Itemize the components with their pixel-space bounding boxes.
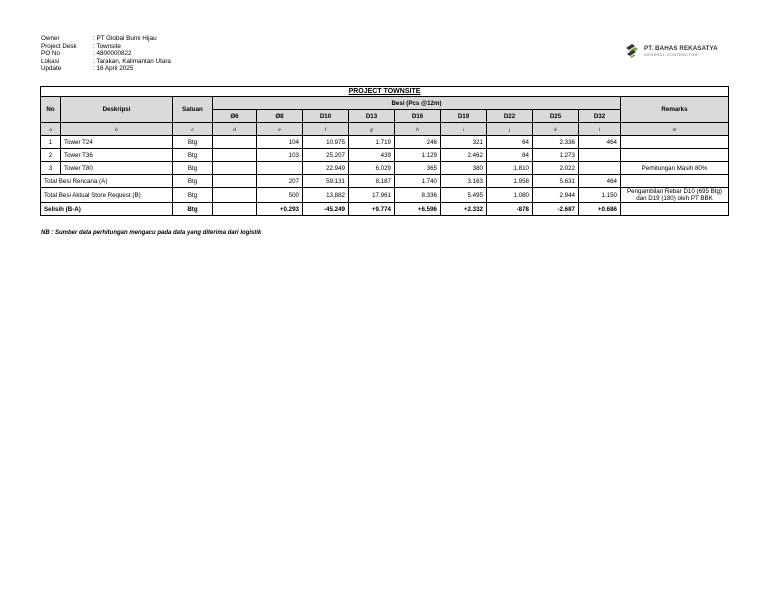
table-title: PROJECT TOWNSITE bbox=[41, 87, 729, 97]
cell-d32: +0.686 bbox=[579, 203, 621, 216]
total-plan-row bbox=[41, 175, 729, 188]
cell-d19: 321 bbox=[441, 136, 487, 149]
row-unit: Btg bbox=[173, 149, 213, 162]
column-letter: c bbox=[173, 123, 213, 136]
total-plan-label: Total Besi Rencana (A) bbox=[41, 175, 173, 188]
column-letter: i bbox=[441, 123, 487, 136]
table-row bbox=[41, 162, 729, 175]
cell-d19: 5.495 bbox=[441, 188, 487, 203]
header-deskripsi: Deskripsi bbox=[61, 97, 173, 123]
cell-d32: 464 bbox=[579, 175, 621, 188]
company-name: PT. BAHAS REKASATYA bbox=[644, 45, 718, 52]
cell-d13: 1.719 bbox=[349, 136, 395, 149]
row-no: 2 bbox=[41, 149, 61, 162]
cell-o8 bbox=[257, 162, 303, 175]
header-col-d19: D19 bbox=[441, 110, 487, 123]
row-unit: Btg bbox=[173, 188, 213, 203]
cell-d32: 1.150 bbox=[579, 188, 621, 203]
row-remark bbox=[621, 136, 729, 149]
total-actual-label: Total Besi Aktual Store Request (B) bbox=[41, 188, 173, 203]
cell-o8: +0.293 bbox=[257, 203, 303, 216]
cell-d19: 380 bbox=[441, 162, 487, 175]
row-remark: Perhitungan Masih 80% bbox=[621, 162, 729, 175]
cell-d16: 1.740 bbox=[395, 175, 441, 188]
cell-d25: 5.631 bbox=[533, 175, 579, 188]
rebar-table bbox=[40, 86, 729, 216]
cell-d10: 13.882 bbox=[303, 188, 349, 203]
cell-d13: +9.774 bbox=[349, 203, 395, 216]
row-remark bbox=[621, 188, 729, 203]
project-info bbox=[41, 35, 171, 73]
cell-d13: 8.187 bbox=[349, 175, 395, 188]
cell-d32: 464 bbox=[579, 136, 621, 149]
header-besi-group: Besi (Pcs @12m) bbox=[213, 97, 621, 110]
column-letter: f bbox=[303, 123, 349, 136]
cell-d25: 2.336 bbox=[533, 136, 579, 149]
cell-d10: 10.975 bbox=[303, 136, 349, 149]
cell-d32 bbox=[579, 149, 621, 162]
column-letter: l bbox=[579, 123, 621, 136]
row-unit: Btg bbox=[173, 175, 213, 188]
column-letter: h bbox=[395, 123, 441, 136]
cell-d22: 64 bbox=[487, 136, 533, 149]
column-letter: d bbox=[213, 123, 257, 136]
cell-d32 bbox=[579, 162, 621, 175]
cell-d19: +2.332 bbox=[441, 203, 487, 216]
header-col-d16: D16 bbox=[395, 110, 441, 123]
cell-o6 bbox=[213, 136, 257, 149]
cell-d25: 2.944 bbox=[533, 188, 579, 203]
cell-d13: 17.961 bbox=[349, 188, 395, 203]
cell-d13: 6.029 bbox=[349, 162, 395, 175]
cell-o6 bbox=[213, 203, 257, 216]
row-desc: Tower T80 bbox=[61, 162, 173, 175]
column-letter: j bbox=[487, 123, 533, 136]
cell-d16: 1.129 bbox=[395, 149, 441, 162]
header-no: No bbox=[41, 97, 61, 123]
cell-o6 bbox=[213, 175, 257, 188]
difference-label: Selisih (B-A) bbox=[41, 203, 173, 216]
row-desc: Tower T24 bbox=[61, 136, 173, 149]
cell-o8: 500 bbox=[257, 188, 303, 203]
column-letter: m bbox=[621, 123, 729, 136]
info-lokasi: Lokasi : Tarakan, Kalimantan Utara bbox=[41, 57, 171, 65]
column-letter: e bbox=[257, 123, 303, 136]
row-remark bbox=[621, 203, 729, 216]
column-letter: a bbox=[41, 123, 61, 136]
cell-d10: 25.207 bbox=[303, 149, 349, 162]
cell-d16: 365 bbox=[395, 162, 441, 175]
table-row bbox=[41, 136, 729, 149]
header-remarks: Remarks bbox=[621, 97, 729, 123]
cell-d22: 1.080 bbox=[487, 188, 533, 203]
cell-o8: 207 bbox=[257, 175, 303, 188]
cell-d19: 2.462 bbox=[441, 149, 487, 162]
remark-line: Pengambilan Rebar D10 (695 Btg) bbox=[627, 188, 722, 195]
column-letters-row bbox=[41, 123, 729, 136]
info-project-desk: Project Desk : Townsite bbox=[41, 42, 121, 50]
company-logo-icon bbox=[624, 43, 640, 59]
info-po-no: PO No : 4800000822 bbox=[41, 50, 132, 58]
cell-d19: 3.163 bbox=[441, 175, 487, 188]
header-col-o8: Ø8 bbox=[257, 110, 303, 123]
column-letter: g bbox=[349, 123, 395, 136]
remark-line: dan D19 (180) oleh PT BBK bbox=[636, 195, 713, 202]
cell-o8: 103 bbox=[257, 149, 303, 162]
cell-d13: 439 bbox=[349, 149, 395, 162]
row-unit: Btg bbox=[173, 136, 213, 149]
header-col-o6: Ø6 bbox=[213, 110, 257, 123]
header-col-d25: D25 bbox=[533, 110, 579, 123]
header-col-d32: D32 bbox=[579, 110, 621, 123]
cell-d25: -2.687 bbox=[533, 203, 579, 216]
cell-d10: 59.131 bbox=[303, 175, 349, 188]
row-remark bbox=[621, 149, 729, 162]
header-col-d13: D13 bbox=[349, 110, 395, 123]
difference-row bbox=[41, 203, 729, 216]
footnote: NB : Sumber data perhitungan mengacu pada data yang diterima dari logistik bbox=[41, 230, 262, 236]
info-update: Update : 16 April 2025 bbox=[41, 65, 134, 73]
row-desc: Tower T36 bbox=[61, 149, 173, 162]
cell-d25: 2.022 bbox=[533, 162, 579, 175]
table-row bbox=[41, 149, 729, 162]
row-remark bbox=[621, 175, 729, 188]
cell-o6 bbox=[213, 149, 257, 162]
cell-o6 bbox=[213, 162, 257, 175]
column-letter: b bbox=[61, 123, 173, 136]
row-no: 3 bbox=[41, 162, 61, 175]
row-unit: Btg bbox=[173, 203, 213, 216]
column-letter: k bbox=[533, 123, 579, 136]
info-owner: Owner : PT Global Bumi Hijau bbox=[41, 35, 157, 42]
cell-d10: 22.949 bbox=[303, 162, 349, 175]
row-unit: Btg bbox=[173, 162, 213, 175]
header-col-d10: D10 bbox=[303, 110, 349, 123]
cell-d25: 1.273 bbox=[533, 149, 579, 162]
cell-d22: 1.958 bbox=[487, 175, 533, 188]
cell-d16: 246 bbox=[395, 136, 441, 149]
cell-d22: 84 bbox=[487, 149, 533, 162]
cell-d16: +6.596 bbox=[395, 203, 441, 216]
header-satuan: Satuan bbox=[173, 97, 213, 123]
cell-d22: -878 bbox=[487, 203, 533, 216]
header-col-d22: D22 bbox=[487, 110, 533, 123]
cell-o6 bbox=[213, 188, 257, 203]
cell-d16: 8.336 bbox=[395, 188, 441, 203]
company-logo bbox=[624, 43, 718, 59]
cell-o8: 104 bbox=[257, 136, 303, 149]
company-subtitle: GENERAL CONTRACTOR bbox=[644, 52, 698, 57]
cell-d10: -45.249 bbox=[303, 203, 349, 216]
row-no: 1 bbox=[41, 136, 61, 149]
total-actual-row bbox=[41, 188, 729, 203]
cell-d22: 1.810 bbox=[487, 162, 533, 175]
